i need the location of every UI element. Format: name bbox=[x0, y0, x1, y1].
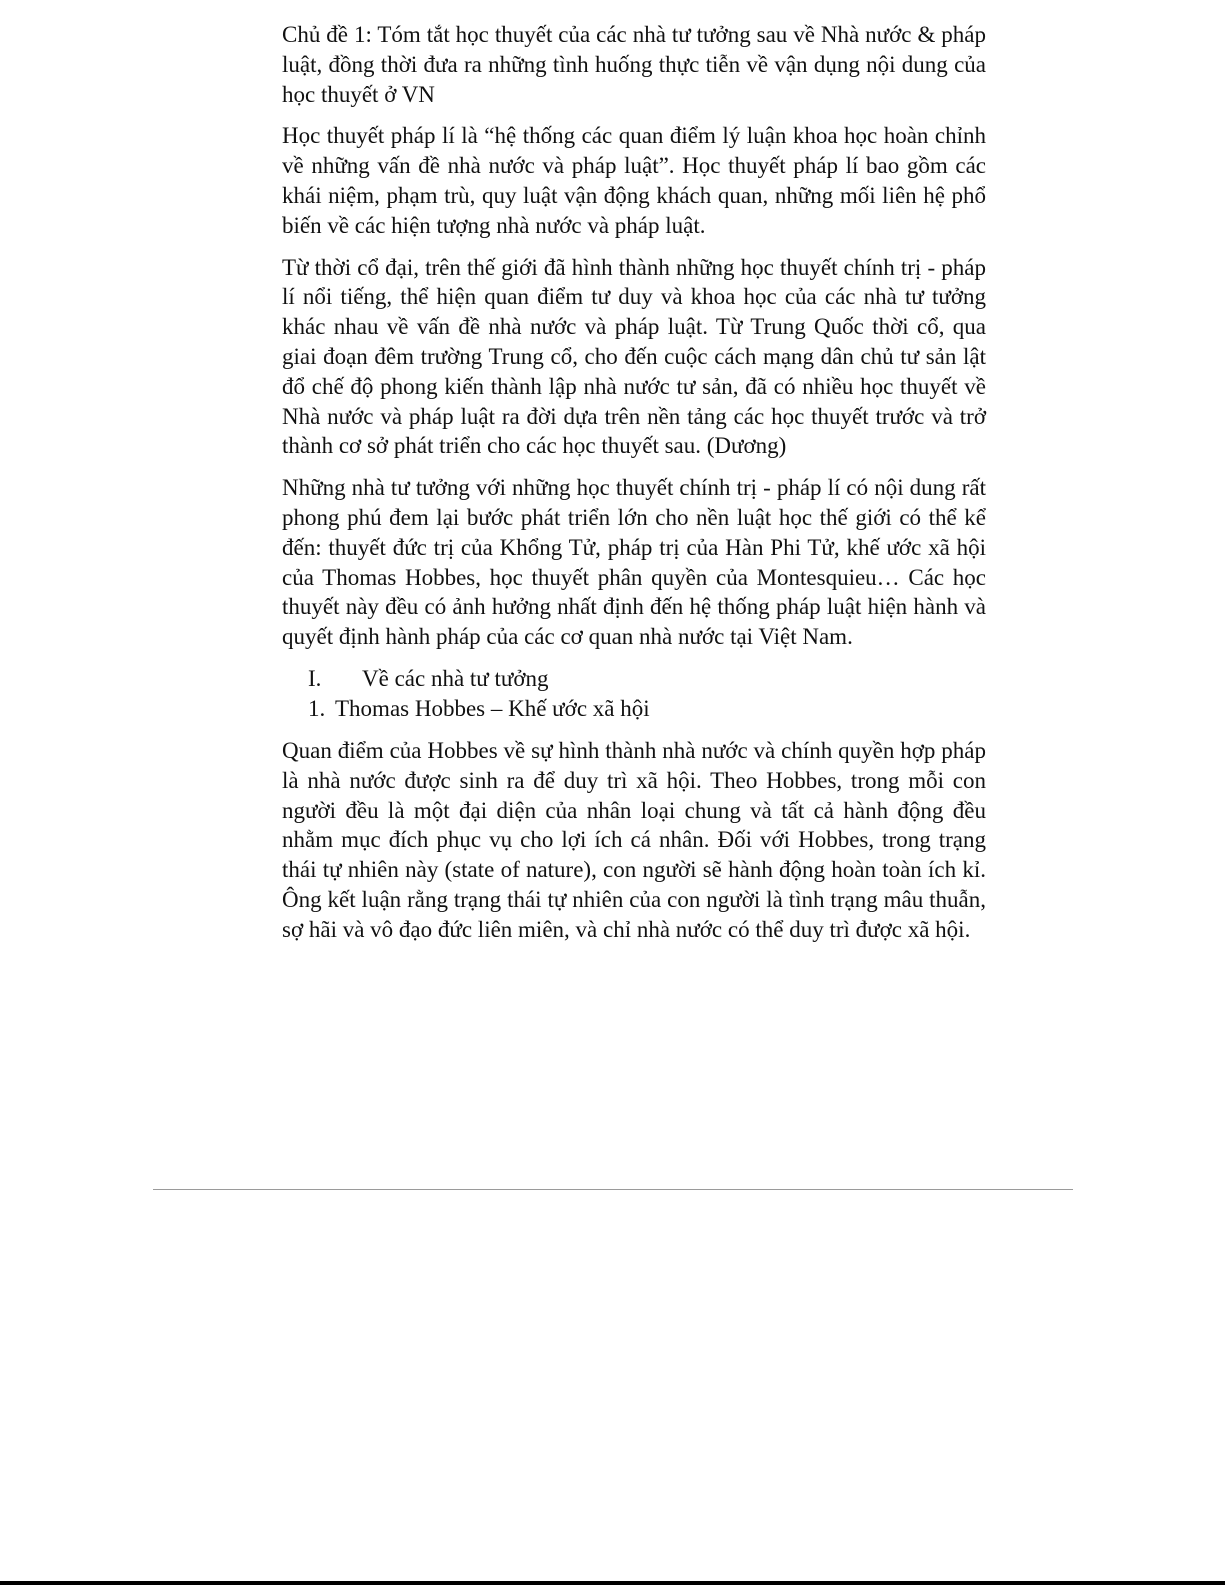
page-bottom-border bbox=[0, 1581, 1225, 1585]
footer-separator-line bbox=[153, 1189, 1073, 1190]
subsection-heading-text: Thomas Hobbes – Khế ước xã hội bbox=[335, 695, 650, 721]
subsection-heading-marker: 1. bbox=[308, 695, 326, 721]
body-paragraph-legal-theory: Học thuyết pháp lí là “hệ thống các quan điểm lý luận khoa học hoàn chỉnh về những vấn đề nhà nước và pháp luật”. Học thuyết pháp lí bao gồm các khái niệm, phạm trù, quy luật vận động khách quan, những mối liên hệ phổ biến về các hiện tượng nhà nước và pháp luật. bbox=[282, 123, 986, 238]
topic-title-paragraph: Chủ đề 1: Tóm tắt học thuyết của các nhà tư tưởng sau về Nhà nước & pháp luật, đồng thời đưa ra những tình huống thực tiễn về vận dụng nội dung của học thuyết ở VN bbox=[282, 22, 986, 107]
section-heading-marker: I. bbox=[308, 665, 322, 691]
body-paragraph-thinkers: Những nhà tư tưởng với những học thuyết chính trị - pháp lí có nội dung rất phong phú đem lại bước phát triển lớn cho nền luật học thế giới có thể kể đến: thuyết đức trị của Khổng Tử, pháp trị của Hàn Phi Tử, khế ước xã hội của Thomas Hobbes, học thuyết phân quyền của Montesquieu… Các học thuyết này đều có ảnh hưởng nhất định đến hệ thống pháp luật hiện hành và quyết định hành pháp của các cơ quan nhà nước tại Việt Nam. bbox=[282, 475, 986, 650]
body-paragraph-history: Từ thời cổ đại, trên thế giới đã hình thành những học thuyết chính trị - pháp lí nổi tiếng, thể hiện quan điểm tư duy và khoa học của các nhà tư tưởng khác nhau về vấn đề nhà nước và pháp luật. Từ Trung Quốc thời cổ, qua giai đoạn đêm trường Trung cổ, cho đến cuộc cách mạng dân chủ tư sản lật đổ chế độ phong kiến thành lập nhà nước tư sản, đã có nhiều học thuyết về Nhà nước và pháp luật ra đời dựa trên nền tảng các học thuyết trước và trở thành cơ sở phát triển cho các học thuyết sau. (Dương) bbox=[282, 254, 986, 459]
section-heading bbox=[282, 664, 986, 694]
document-body bbox=[282, 20, 986, 957]
body-paragraph-hobbes: Quan điểm của Hobbes về sự hình thành nhà nước và chính quyền hợp pháp là nhà nước được sinh ra để duy trì xã hội. Theo Hobbes, trong mỗi con người đều là một đại diện của nhân loại chung và tất cả hành động đều nhằm mục đích phục vụ cho lợi ích cá nhân. Đối với Hobbes, trong trạng thái tự nhiên này (state of nature), con người sẽ hành động hoàn toàn ích kỉ. Ông kết luận rằng trạng thái tự nhiên của con người là tình trạng mâu thuẫn, sợ hãi và vô đạo đức liên miên, và chỉ nhà nước có thể duy trì được xã hội. bbox=[282, 737, 986, 942]
headings-list bbox=[282, 664, 986, 724]
subsection-heading bbox=[282, 694, 986, 724]
section-heading-text: Về các nhà tư tưởng bbox=[362, 665, 549, 691]
